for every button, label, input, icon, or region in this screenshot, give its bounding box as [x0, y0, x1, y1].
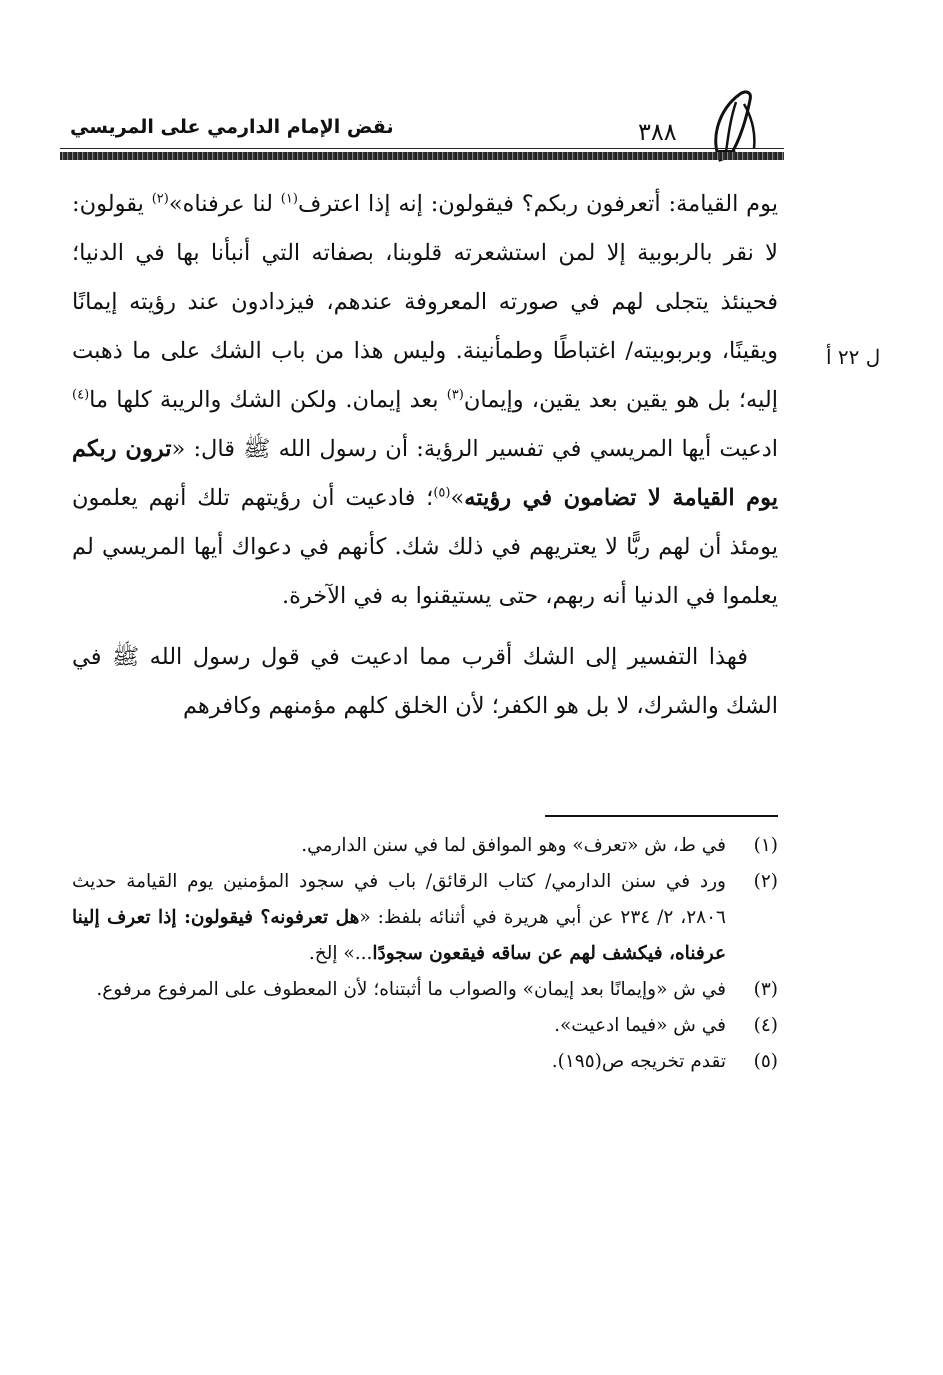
footnote-text: في ش «وإيمانًا بعد إيمان» والصواب ما أثبتناه؛ لأن المعطوف على المرفوع مرفوع. [96, 979, 726, 1000]
hadith-quote: ترون ربكم يوم القيامة لا تضامون في رؤيته [72, 436, 778, 511]
paragraph-2: فهذا التفسير إلى الشك أقرب مما ادعيت في قول رسول الله ﷺ في الشك والشرك، لا بل هو الكفر؛ لأن الخلق كلهم مؤمنهم وكافرهم [72, 644, 778, 719]
footnote-3 [72, 972, 778, 1008]
footnote-number: (٤) [753, 1015, 778, 1036]
page-number: ٣٨٨ [638, 118, 677, 146]
footnote-text: في ش «فيما ادعيت». [554, 1015, 726, 1036]
footnote-4 [72, 1008, 778, 1044]
footnote-number: (٣) [753, 979, 778, 1000]
footnote-number: (١) [753, 835, 778, 856]
footnote-ref-1: (١) [280, 191, 298, 207]
footnote-number: (٢) [753, 871, 778, 892]
footnote-text: ورد في سنن الدارمي/ كتاب الرقائق/ باب في سجود المؤمنين يوم القيامة حديث ٢٨٠٦، ٢/ ٢٣٤ عن أبي هريرة في أثنائه بلفظ: «هل تعرفونه؟ فيقولون: إذا تعرف إلينا عرفناه، فيكشف لهم عن ساقه فيقعون سجودًا...» إلخ. [72, 871, 726, 964]
footnote-number: (٥) [753, 1051, 778, 1072]
header-rule-thin [60, 148, 784, 149]
main-text [72, 180, 778, 731]
page-header [60, 80, 784, 170]
footnote-text: تقدم تخريجه ص(١٩٥). [551, 1051, 726, 1072]
margin-manuscript-note: ل ٢٢ أ [826, 345, 881, 369]
footnote-text: في ط، ش «تعرف» وهو الموافق لما في سنن الدارمي. [301, 835, 726, 856]
footnotes [72, 828, 778, 1080]
footnote-ref-2: (٢) [151, 191, 169, 207]
footnote-2 [72, 864, 778, 972]
footnote-separator [545, 815, 778, 817]
footnote-1 [72, 828, 778, 864]
paragraph-1: يوم القيامة: أتعرفون ربكم؟ فيقولون: إنه إذا اعترف$^{(١)}$ لنا عرفناه»$^{(٢)}$ يقولون: لا نقر بالربوبية إلا لمن استشعرته قلوبنا، بصفاته التي أنبأنا بها في الدنيا؛ فحينئذ يتجلى لهم في صورته المعروفة عندهم، فيزدادون عند رؤيته إيمانًا ويقينًا، وبربوبيته/ اغتباطًا وطمأنينة. وليس هذا من باب الشك على ما ذهبت إليه؛ بل هو يقين بعد يقين، وإيمان$^{(٣)}$ بعد إيمان. ولكن الشك والريبة كلها ما$^{(٤)}$ ادعيت أيها المريسي في تفسير الرؤية: أن رسول الله ﷺ قال: «ترون ربكم يوم القيامة لا تضامون في رؤيته»$^{(٥)}$؛ فادعيت أن رؤيتهم تلك أنهم يعلمون يومئذ أن لهم ربًّا لا يعتريهم في ذلك شك. كأنهم في دعواك أيها المريسي لم يعلموا في الدنيا أنه ربهم، حتى يستيقنوا به في الآخرة. [72, 191, 778, 609]
footnote-ref-4: (٤) [72, 387, 90, 403]
footnote-ref-3: (٣) [446, 387, 464, 403]
footnote-ref-5: (٥) [433, 485, 451, 501]
header-rule [60, 152, 784, 160]
footnote-hadith-quote: هل تعرفونه؟ فيقولون: إذا تعرف إلينا عرفناه، فيكشف لهم عن ساقه فيقعون سجودًا [72, 907, 726, 964]
running-title: نقض الإمام الدارمي على المريسي [70, 116, 394, 138]
footnote-5 [72, 1044, 778, 1080]
